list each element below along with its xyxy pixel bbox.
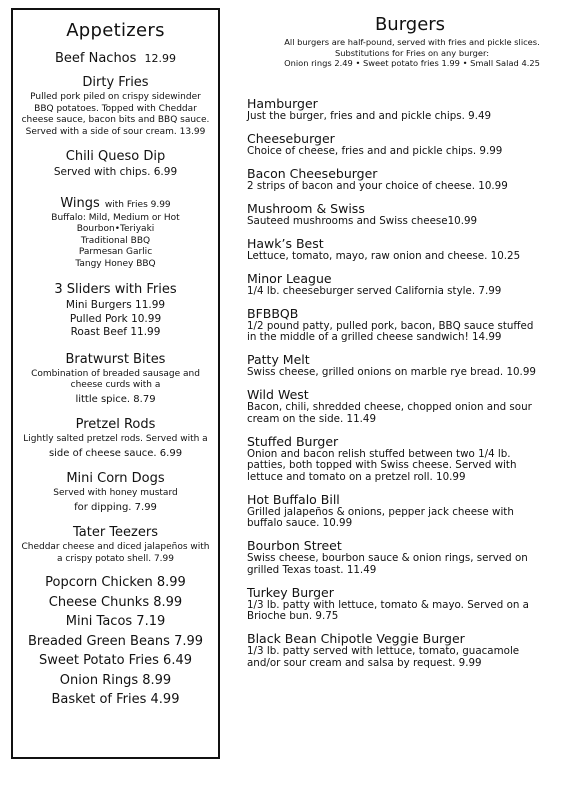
burger-item [247, 237, 577, 263]
burger-description-line: grilled Texas toast. 11.49 [247, 563, 377, 576]
note-line: All burgers are half-pound, served with fries and pickle slices. [284, 37, 540, 47]
burger-name: Bacon Cheeseburger [247, 165, 378, 181]
burger-description-line: 1/4 lb. cheeseburger served California style. 7.99 [247, 284, 502, 297]
burger-description-line: Sauteed mushrooms and Swiss cheese10.99 [247, 214, 478, 227]
burgers-notes [247, 37, 577, 69]
burger-item [247, 586, 577, 623]
burger-item [247, 353, 577, 379]
menu-item-wings [13, 192, 218, 271]
desc-line: Bourbon•Teriyaki [76, 224, 155, 234]
menu-item-bratwurst-bites [13, 352, 218, 406]
item-description [13, 92, 218, 138]
burgers-section [247, 14, 577, 679]
list-item: Onion Rings 8.99 [59, 672, 172, 688]
burger-description-line: and/or sour cream and salsa by request. 9.99 [247, 656, 482, 669]
burger-description-line: cream on the side. 11.49 [247, 412, 377, 425]
burger-name: Hawk’s Best [247, 235, 324, 251]
burger-description-line: Just the burger, fries and and pickle chips. 9.49 [247, 109, 492, 122]
burger-item [247, 388, 577, 425]
menu-item-beef-nachos [13, 47, 218, 66]
desc-line: for dipping. 7.99 [74, 501, 157, 513]
burger-description-line: Onion and bacon relish stuffed between two 1/4 lb. [247, 447, 511, 460]
burger-list [247, 97, 577, 670]
list-item: Cheese Chunks 8.99 [48, 594, 183, 610]
note-line: Substitutions for Fries on any burger: [334, 47, 490, 58]
burger-item [247, 632, 577, 669]
menu-item-mini-corn-dogs [13, 471, 218, 513]
appetizers-title: Appetizers [66, 20, 165, 41]
desc-line: side of cheese sauce. 6.99 [48, 447, 183, 459]
burger-item [247, 132, 577, 158]
item-name: Tater Teezers [73, 525, 158, 540]
burger-item [247, 539, 577, 576]
desc-line: Roast Beef 11.99 [70, 326, 161, 338]
menu-item-dirty-fries [13, 75, 218, 138]
burger-description-line: lettuce and tomato on a pretzel roll. 10.99 [247, 470, 466, 483]
burgers-title: Burgers [374, 14, 446, 35]
burger-description-line: Bacon, chili, shredded cheese, chopped onion and sour [247, 401, 532, 413]
menu-item-sliders [13, 282, 218, 340]
burger-description-line: Grilled jalapeños & onions, pepper jack cheese with [247, 505, 514, 518]
burger-description-line: 1/2 pound patty, pulled pork, bacon, BBQ sauce stuffed [247, 319, 534, 332]
desc-line: Buffalo: Mild, Medium or Hot [51, 212, 180, 223]
menu-item-pretzel-rods [13, 417, 218, 459]
burger-name: BFBBQB [247, 305, 299, 321]
burger-item [247, 202, 577, 228]
burger-item [247, 435, 577, 484]
burger-item [247, 272, 577, 298]
burger-description-line: 1/3 lb. patty with lettuce, tomato & mayo. Served on a [247, 598, 529, 611]
list-item: Mini Tacos 7.19 [65, 614, 166, 629]
desc-line: Tangy Honey BBQ [75, 258, 156, 269]
item-name: Bratwurst Bites [65, 351, 166, 367]
desc-line: BBQ potatoes. Topped with Cheddar [34, 103, 197, 114]
item-description [13, 213, 218, 271]
burger-description-line: Choice of cheese, fries and and pickle chips. 9.99 [247, 144, 503, 157]
desc-line: Served with a side of sour cream. 13.99 [25, 126, 206, 137]
burger-description-line: Swiss cheese, grilled onions on marble rye bread. 10.99 [247, 366, 536, 378]
burger-name: Minor League [247, 270, 332, 286]
list-item: Basket of Fries 4.99 [51, 692, 180, 707]
list-item: Sweet Potato Fries 6.49 [38, 653, 193, 668]
desc-line: cheese sauce, bacon bits and BBQ sauce. [21, 115, 210, 125]
burger-name: Stuffed Burger [247, 433, 339, 449]
item-subtitle: with Fries 9.99 [104, 199, 171, 210]
item-description [13, 299, 218, 340]
burger-item [247, 167, 577, 193]
burger-name: Patty Melt [247, 352, 310, 367]
item-name: Mini Corn Dogs [66, 471, 165, 486]
item-price: 12.99 [144, 52, 177, 65]
desc-line: little spice. 8.79 [75, 393, 156, 405]
burger-name: Cheeseburger [247, 130, 335, 146]
item-name: Chili Queso Dip [65, 149, 166, 164]
item-name: 3 Sliders with Fries [54, 282, 177, 297]
item-description: Served with chips. 6.99 [53, 166, 178, 178]
desc-line: a crispy potato shell. 7.99 [57, 553, 174, 564]
item-description [13, 488, 218, 513]
item-name: Beef Nachos [54, 51, 137, 66]
desc-line: Parmesan Garlic [78, 247, 153, 257]
desc-line: Traditional BBQ [80, 235, 151, 246]
burger-description-line: patties, both topped with Swiss cheese. Served with [247, 459, 517, 471]
burger-name: Wild West [247, 387, 309, 402]
burger-description-line: 1/3 lb. patty served with lettuce, tomato, guacamole [247, 645, 520, 657]
list-item: Popcorn Chicken 8.99 [45, 575, 186, 590]
burger-name: Black Bean Chipotle Veggie Burger [247, 631, 465, 646]
burger-name: Hot Buffalo Bill [247, 491, 340, 507]
desc-line: Mini Burgers 11.99 [65, 299, 166, 311]
item-name: Wings [60, 195, 100, 211]
burger-description-line: Swiss cheese, bourbon sauce & onion rings, served on [247, 552, 528, 564]
burger-description-line: 2 strips of bacon and your choice of cheese. 10.99 [247, 179, 508, 192]
desc-line: Cheddar cheese and diced jalapeños with [21, 542, 210, 552]
note-line: Onion rings 2.49 • Sweet potato fries 1.99 • Small Salad 4.25 [284, 58, 540, 68]
item-name: Pretzel Rods [75, 417, 156, 432]
item-description [13, 542, 218, 565]
list-item: Breaded Green Beans 7.99 [27, 633, 204, 649]
burger-description-line: in the middle of a grilled cheese sandwich! 14.99 [247, 331, 502, 343]
burger-name: Mushroom & Swiss [247, 200, 365, 216]
item-name: Dirty Fries [82, 75, 149, 90]
simple-items-list [13, 573, 218, 710]
burger-description-line: buffalo sauce. 10.99 [247, 517, 353, 529]
desc-line: Lightly salted pretzel rods. Served with a [23, 434, 208, 444]
desc-line: Pulled Pork 10.99 [69, 312, 162, 325]
burger-description-line: Lettuce, tomato, mayo, raw onion and cheese. 10.25 [247, 249, 521, 262]
burger-name: Hamburger [247, 95, 318, 111]
burger-item [247, 493, 577, 530]
burger-name: Turkey Burger [247, 584, 334, 600]
desc-line: Combination of breaded sausage and [31, 368, 200, 379]
menu-item-chili-queso-dip [13, 149, 218, 180]
desc-line: cheese curds with a [70, 380, 161, 390]
item-description [13, 369, 218, 406]
burger-item [247, 307, 577, 344]
burger-description-line: Brioche bun. 9.75 [247, 610, 339, 622]
menu-item-tater-teezers [13, 525, 218, 565]
desc-line: Pulled pork piled on crispy sidewinder [30, 92, 201, 102]
desc-line: Served with honey mustard [53, 488, 178, 498]
item-description [13, 434, 218, 459]
burger-item [247, 97, 577, 123]
appetizers-panel [11, 8, 220, 759]
burger-name: Bourbon Street [247, 538, 342, 553]
